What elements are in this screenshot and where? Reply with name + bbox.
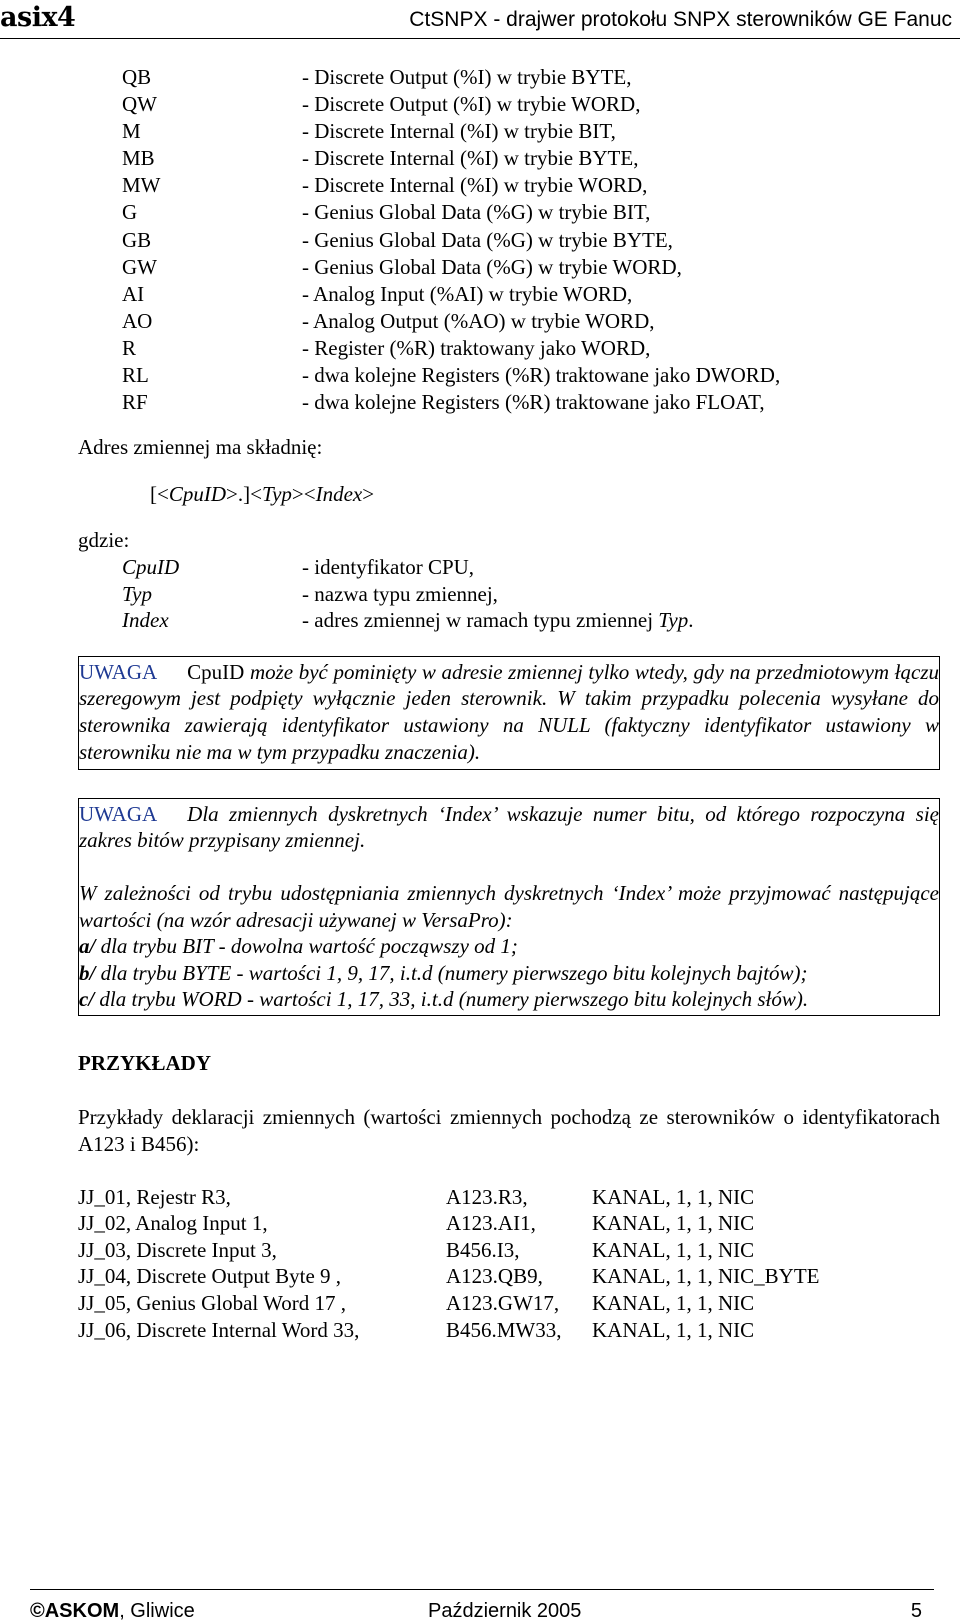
type-code: G xyxy=(122,200,138,225)
syntax-part: > xyxy=(362,481,375,506)
example-name: JJ_06, Discrete Internal Word 33, xyxy=(78,1317,360,1342)
example-address: B456.I3, xyxy=(446,1237,520,1262)
page-footer xyxy=(30,1589,934,1624)
note-text: W zależności od trybu udostępniania zmiennych dyskretnych ‘Index’ może przyjmować następujące wartości (na wzór adresacji używanej w VersaPro): xyxy=(79,880,939,932)
syntax-index: Index xyxy=(315,481,363,506)
list-item xyxy=(78,362,940,389)
company-name: ©ASKOM xyxy=(30,1600,120,1622)
syntax-cpuid: CpuID xyxy=(168,481,227,506)
item-text: dla trybu BIT - dowolna wartość począwszy od 1; xyxy=(95,934,518,959)
example-name: JJ_03, Discrete Input 3, xyxy=(78,1237,277,1262)
type-desc: - Discrete Internal (%I) w trybie BIT, xyxy=(302,119,616,144)
syntax-part: [< xyxy=(150,481,169,506)
example-params: KANAL, 1, 1, NIC xyxy=(592,1290,755,1315)
list-item xyxy=(78,145,940,172)
type-desc: - Discrete Internal (%I) w trybie WORD, xyxy=(302,173,648,198)
type-code: MW xyxy=(122,173,161,198)
syntax-part: >< xyxy=(291,481,316,506)
note-cpuid xyxy=(78,656,940,770)
note-text: Dla zmiennych dyskretnych ‘Index’ wskazuje numer bitu, od którego rozpoczyna się zakres bitów przypisany zmiennej. xyxy=(79,801,939,853)
list-item xyxy=(78,227,940,254)
note-paragraph xyxy=(79,880,939,1013)
note-discrete xyxy=(78,798,940,1016)
page-header xyxy=(0,0,960,39)
item-text: dla trybu BYTE - wartości 1, 9, 17, i.t.d (numery pierwszego bitu kolejnych bajtów); xyxy=(95,960,808,985)
list-item xyxy=(78,308,940,335)
param-name: CpuID xyxy=(122,555,180,579)
example-name: JJ_05, Genius Global Word 17 , xyxy=(78,1290,346,1315)
address-intro: Adres zmiennej ma składnię: xyxy=(78,435,323,460)
table-row xyxy=(78,1317,940,1344)
item-mark: b/ xyxy=(79,960,96,985)
param-desc-text: - adres zmiennej w ramach typu zmiennej xyxy=(302,608,659,633)
list-item xyxy=(78,64,940,91)
list-item xyxy=(78,335,940,362)
section-heading: PRZYKŁADY xyxy=(78,1050,212,1075)
example-address: A123.R3, xyxy=(446,1184,528,1209)
example-params: KANAL, 1, 1, NIC_BYTE xyxy=(592,1264,820,1289)
table-row xyxy=(78,1263,940,1290)
example-params: KANAL, 1, 1, NIC xyxy=(592,1237,755,1262)
item-mark: a/ xyxy=(79,934,96,959)
note-text-italic-2: W takim przypadku polecenia wysyłane do sterownika zawierają identyfikator ustawiony na NULL (faktyczny identyfikator ustawiony w sterowniku nie ma w tym przypadku znaczenia). xyxy=(79,686,939,764)
example-address: B456.MW33, xyxy=(446,1317,562,1342)
note-paragraph xyxy=(79,801,939,854)
list-item xyxy=(78,91,940,118)
example-name: JJ_02, Analog Input 1, xyxy=(78,1211,268,1236)
type-desc: - Discrete Output (%I) w trybie WORD, xyxy=(302,92,641,117)
type-desc: - Genius Global Data (%G) w trybie BYTE, xyxy=(302,227,673,252)
type-code-list xyxy=(78,64,940,416)
type-code: AO xyxy=(122,308,153,333)
example-params: KANAL, 1, 1, NIC xyxy=(592,1211,755,1236)
list-item xyxy=(78,607,940,634)
table-row xyxy=(78,1237,940,1264)
list-item xyxy=(78,199,940,226)
type-code: GW xyxy=(122,254,157,279)
syntax-part: >.]< xyxy=(226,481,262,506)
type-desc: - Discrete Output (%I) w trybie BYTE, xyxy=(302,65,632,89)
header-title: CtSNPX - drajwer protokołu SNPX sterowników GE Fanuc xyxy=(409,8,952,31)
type-code: QB xyxy=(122,65,152,89)
param-desc xyxy=(302,607,693,634)
type-code: GB xyxy=(122,227,152,252)
list-item xyxy=(78,254,940,281)
type-code: RL xyxy=(122,363,149,388)
param-name: Typ xyxy=(122,581,152,606)
examples-table xyxy=(78,1184,940,1344)
note-label: UWAGA xyxy=(79,801,158,826)
example-params: KANAL, 1, 1, NIC xyxy=(592,1317,755,1342)
examples-intro: Przykłady deklaracji zmiennych (wartości zmiennych pochodzą ze sterowników o identyfikatorach A123 i B456): xyxy=(78,1105,940,1156)
syntax-typ: Typ xyxy=(261,481,292,506)
page-number: 5 xyxy=(910,1600,922,1622)
type-desc: - Genius Global Data (%G) w trybie WORD, xyxy=(302,254,682,279)
type-code: QW xyxy=(122,92,157,117)
example-address: A123.AI1, xyxy=(446,1211,536,1236)
address-syntax xyxy=(150,481,940,508)
param-desc: - identyfikator CPU, xyxy=(302,555,475,579)
type-code: R xyxy=(122,335,137,360)
type-code: M xyxy=(122,119,141,144)
param-list xyxy=(78,554,940,634)
param-desc-end: . xyxy=(688,608,694,633)
note-paragraph xyxy=(79,659,939,765)
example-params: KANAL, 1, 1, NIC xyxy=(592,1184,755,1209)
example-name: JJ_04, Discrete Output Byte 9 , xyxy=(78,1264,342,1289)
list-item xyxy=(78,389,940,416)
note-text-italic: może być pominięty w adresie zmiennej tylko wtedy, gdy na przedmiotowym łączu szeregowym jest podpięty wyłącznie jeden sterownik. xyxy=(79,659,939,711)
note-lead: CpuID xyxy=(187,659,250,684)
type-desc: - dwa kolejne Registers (%R) traktowane jako DWORD, xyxy=(302,363,781,388)
type-desc: - Analog Output (%AO) w trybie WORD, xyxy=(302,308,655,333)
page-content xyxy=(78,64,940,1343)
item-text: dla trybu WORD - wartości 1, 17, 33, i.t.d (numery pierwszego bitu kolejnych słów). xyxy=(94,987,809,1012)
type-desc: - Genius Global Data (%G) w trybie BIT, xyxy=(302,200,651,225)
list-item xyxy=(78,172,940,199)
table-row xyxy=(78,1184,940,1211)
type-desc: - dwa kolejne Registers (%R) traktowane jako FLOAT, xyxy=(302,390,765,415)
type-desc: - Register (%R) traktowany jako WORD, xyxy=(302,335,651,360)
type-desc: - Discrete Internal (%I) w trybie BYTE, xyxy=(302,146,639,171)
param-desc: - nazwa typu zmiennej, xyxy=(302,581,498,606)
list-item xyxy=(78,118,940,145)
where-label: gdzie: xyxy=(78,528,130,553)
type-code: MB xyxy=(122,146,155,171)
type-desc: - Analog Input (%AI) w trybie WORD, xyxy=(302,281,633,306)
type-code: AI xyxy=(122,281,145,306)
param-desc-italic: Typ xyxy=(658,608,689,633)
list-item xyxy=(78,581,940,608)
footer-date: Październik 2005 xyxy=(428,1600,582,1622)
list-item xyxy=(78,554,940,581)
table-row xyxy=(78,1210,940,1237)
type-code: RF xyxy=(122,390,148,415)
table-row xyxy=(78,1290,940,1317)
example-address: A123.GW17, xyxy=(446,1290,560,1315)
logo: asix4 xyxy=(0,2,76,33)
example-address: A123.QB9, xyxy=(446,1264,543,1289)
example-name: JJ_01, Rejestr R3, xyxy=(78,1184,231,1209)
list-item xyxy=(78,281,940,308)
footer-company xyxy=(30,1600,195,1623)
note-label: UWAGA xyxy=(79,659,158,684)
param-name: Index xyxy=(122,608,169,633)
company-city: , Gliwice xyxy=(119,1600,195,1622)
item-mark: c/ xyxy=(79,987,95,1012)
